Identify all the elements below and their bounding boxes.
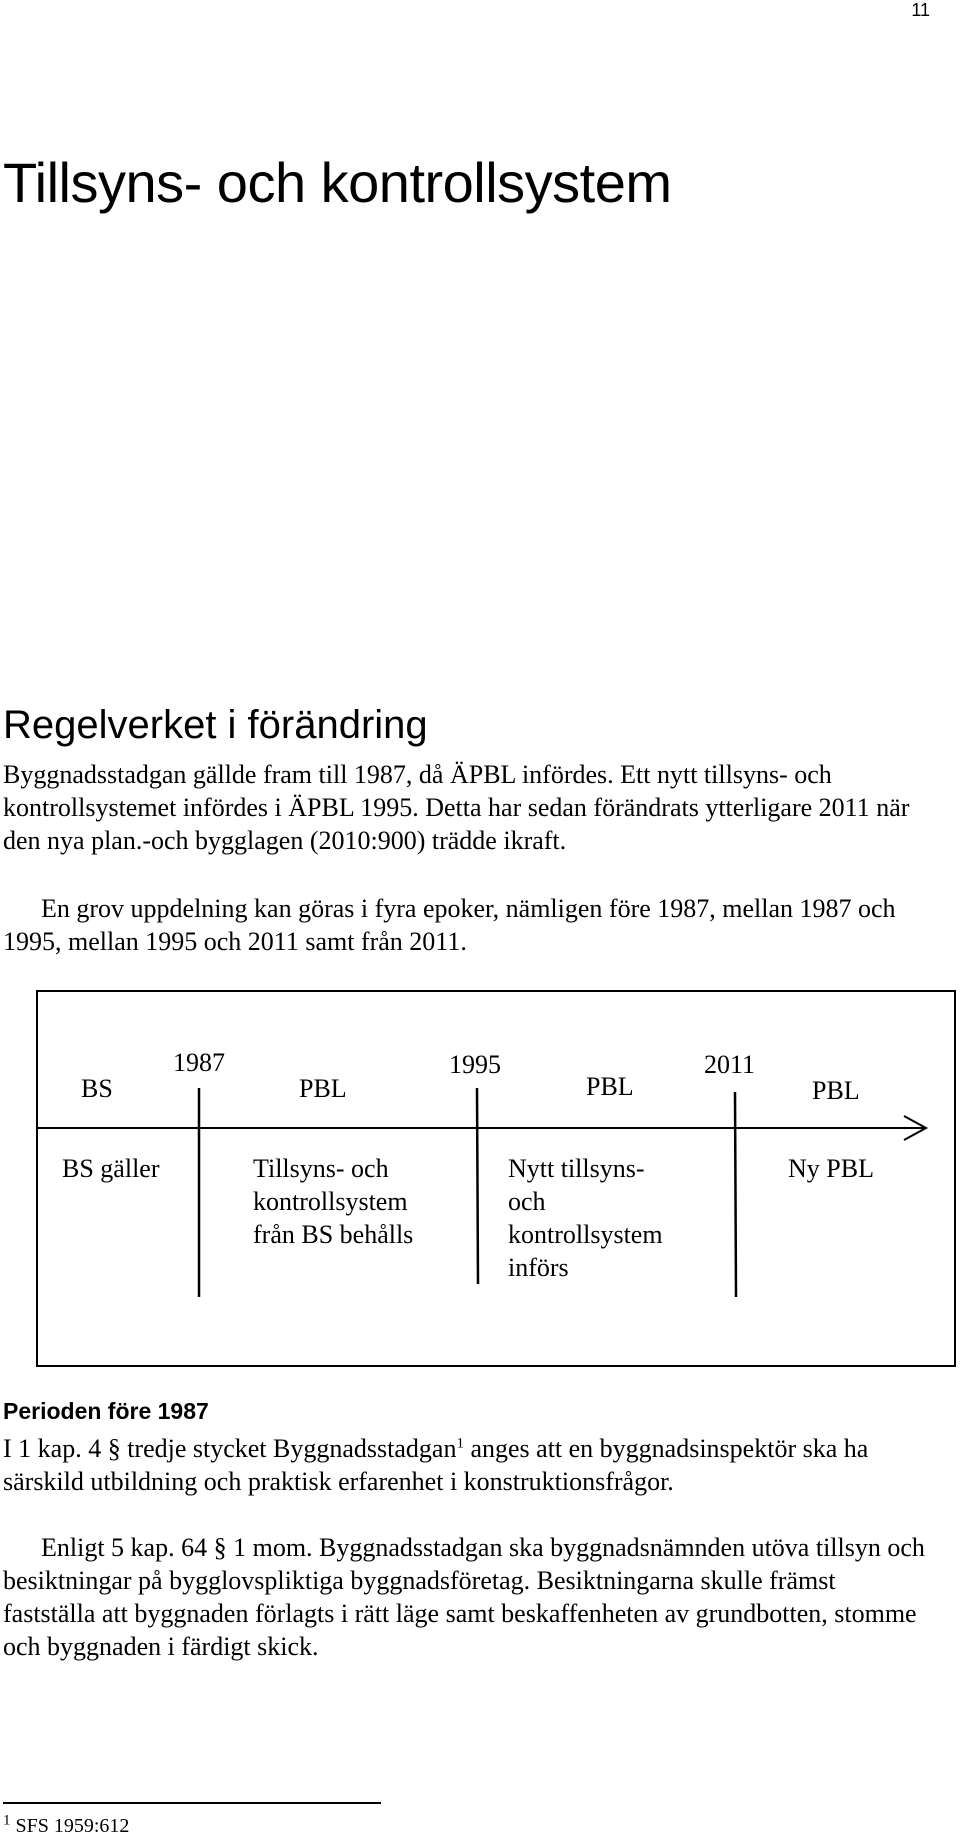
description-line: BS gäller: [62, 1154, 160, 1183]
footnote-separator: [3, 1802, 381, 1804]
footnote-number: 1: [3, 1812, 11, 1829]
period-description: [788, 1152, 874, 1185]
description-line: Nytt tillsyns-: [508, 1154, 645, 1183]
period-label: PBL: [812, 1076, 860, 1105]
period-label: PBL: [299, 1074, 347, 1103]
epochs-paragraph: En grov uppdelning kan göras i fyra epoker, nämligen före 1987, mellan 1987 och 1995, mellan 1995 och 2011 samt från 2011.: [3, 894, 896, 956]
description-line: och: [508, 1187, 546, 1216]
period-description: [508, 1152, 663, 1284]
page-number: 11: [911, 0, 930, 20]
besiktning-paragraph: Enligt 5 kap. 64 § 1 mom. Byggnadsstadgan ska byggnadsnämnden utöva tillsyn och besiktningar på bygglovspliktiga byggnadsföretag. Besiktningarna skulle främst fastställa att byggnaden förlagts i rätt läge samt beskaffenheten av grundbotten, stomme och byggnaden i färdigt skick.: [3, 1533, 925, 1661]
description-line: kontrollsystem: [508, 1220, 663, 1249]
footnote-reference[interactable]: 1: [456, 1435, 464, 1452]
description-line: kontrollsystem: [253, 1187, 408, 1216]
subsection-title: Perioden före 1987: [3, 1398, 209, 1424]
section-title: Regelverket i förändring: [3, 703, 428, 747]
period-description: [62, 1152, 160, 1185]
intro-paragraph: Byggnadsstadgan gällde fram till 1987, då ÄPBL infördes. Ett nytt tillsyns- och kontrollsystemet infördes i ÄPBL 1995. Detta har sedan förändrats ytterligare 2011 när den nya plan.-och bygglagen (2010:900) trädde ikraft.: [3, 760, 910, 855]
divider-2011: [735, 1092, 736, 1297]
description-line: Ny PBL: [788, 1154, 874, 1183]
description-line: Tillsyns- och: [253, 1154, 389, 1183]
paragraph-1987: [3, 1432, 933, 1498]
description-line: från BS behålls: [253, 1220, 414, 1249]
year-label: 1995: [449, 1050, 501, 1079]
paragraph-text: I 1 kap. 4 § tredje stycket Byggnadsstadgan: [3, 1434, 457, 1463]
year-label: 1987: [173, 1048, 225, 1077]
footnote-text: SFS 1959:612: [15, 1815, 130, 1837]
timeline-diagram: [36, 990, 956, 1367]
period-label: BS: [81, 1074, 113, 1103]
divider-1995: [477, 1088, 478, 1284]
year-label: 2011: [704, 1050, 756, 1079]
footnote: [3, 1812, 130, 1838]
description-line: införs: [508, 1253, 569, 1282]
chapter-title: Tillsyns- och kontrollsystem: [3, 151, 672, 214]
period-description: [253, 1152, 413, 1251]
period-label: PBL: [586, 1072, 634, 1101]
paragraph-text: anges att en byggnadsinspektör ska ha särskild utbildning och praktisk erfarenhet i konstruktionsfrågor.: [3, 1434, 869, 1496]
